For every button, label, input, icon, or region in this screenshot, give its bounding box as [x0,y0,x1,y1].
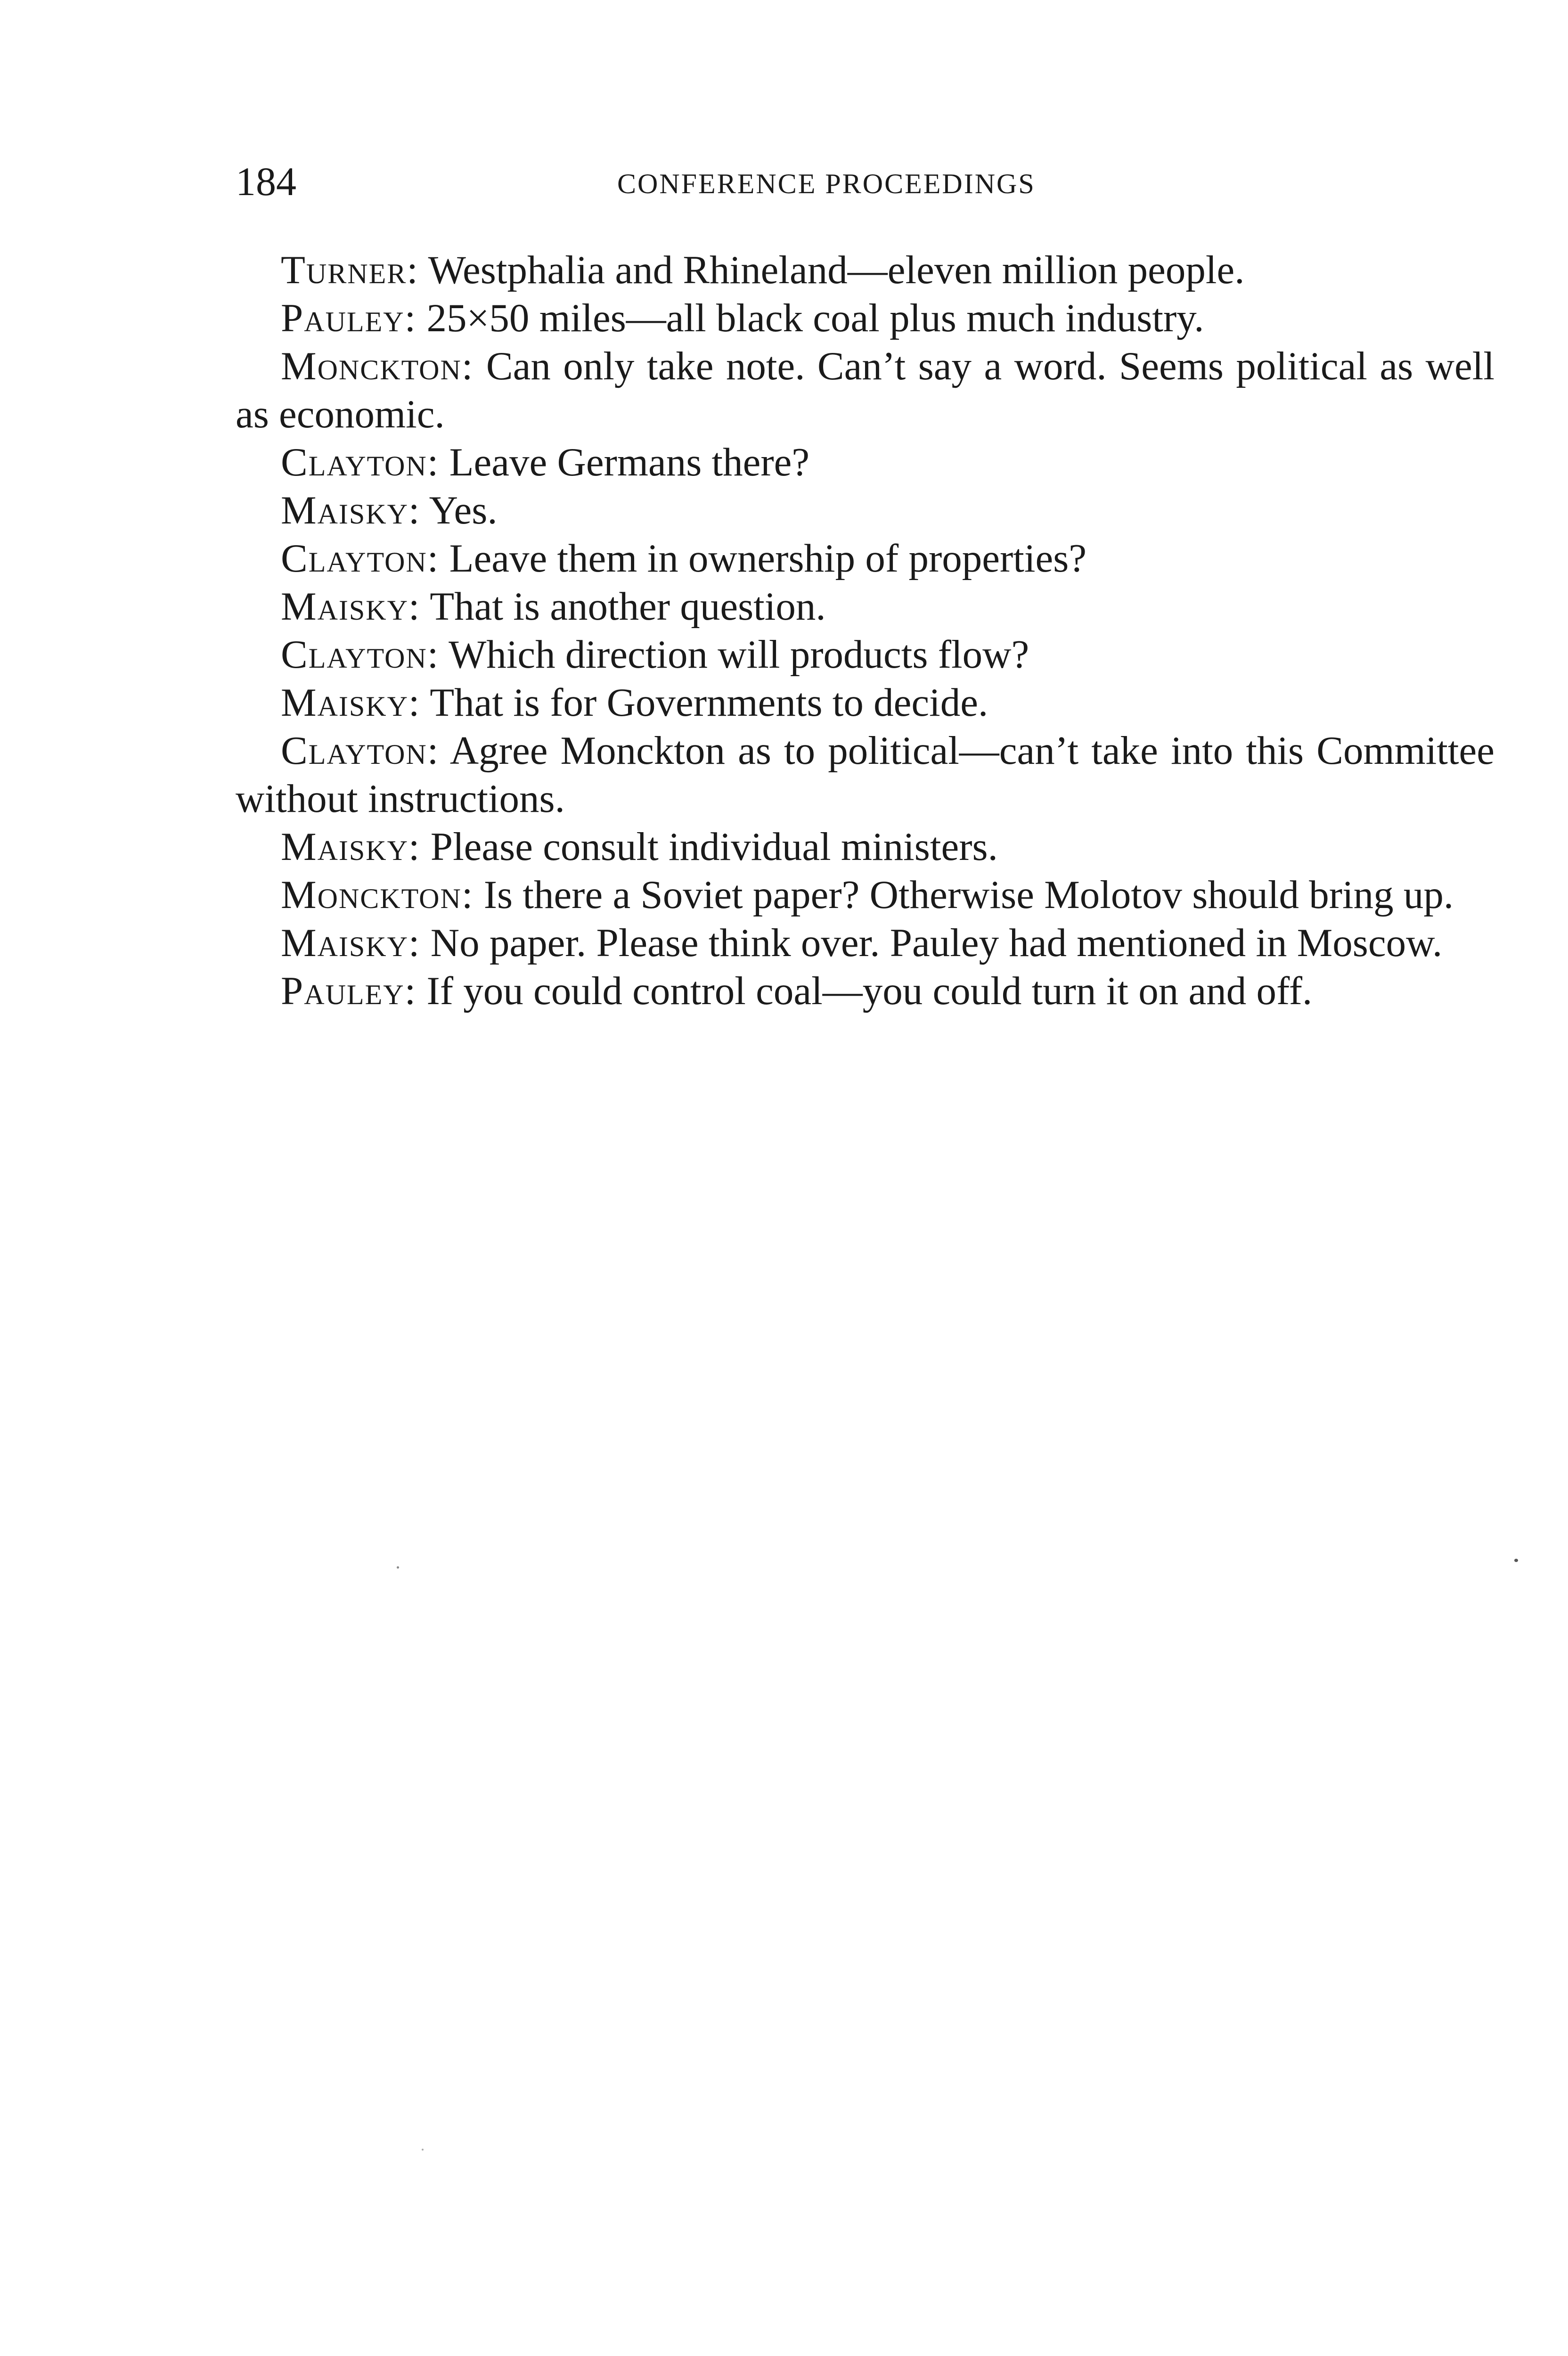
running-head [236,155,1494,212]
speech-text: Yes. [429,488,498,532]
speaker-name: Turner: [281,248,419,292]
dialogue-body [236,246,1494,1015]
dialogue-paragraph [236,582,1494,630]
speaker-name: Maisky: [281,488,421,532]
speaker-name: Pauley: [281,969,417,1013]
dialogue-paragraph [236,342,1494,438]
dialogue-paragraph [236,246,1494,294]
speech-text: Leave them in ownership of properties? [449,536,1087,581]
dialogue-paragraph [236,967,1494,1015]
dialogue-paragraph [236,727,1494,823]
dialogue-paragraph [236,679,1494,727]
scan-speck [397,1566,399,1569]
speech-text: Is there a Soviet paper? Otherwise Molotov should bring up. [483,873,1454,917]
speech-text: No paper. Please think over. Pauley had mentioned in Moscow. [430,921,1443,965]
dialogue-paragraph [236,919,1494,967]
dialogue-paragraph [236,630,1494,679]
speech-text: Leave Germans there? [449,440,810,484]
speaker-name: Maisky: [281,921,421,965]
scan-speck [1514,1559,1518,1562]
speech-text: Can only take note. Can’t say a word. Seems political as well as economic. [236,344,1495,436]
speaker-name: Monckton: [281,873,474,917]
running-title: CONFERENCE PROCEEDINGS [617,168,1036,199]
dialogue-paragraph [236,486,1494,534]
speech-text: Agree Monckton as to political—can’t take into this Committee without instructions. [236,728,1494,821]
speech-text: Which direction will products flow? [449,632,1029,677]
dialogue-paragraph [236,438,1494,486]
speaker-name: Clayton: [281,632,440,677]
dialogue-paragraph [236,294,1494,342]
speech-text: That is another question. [430,584,826,629]
speech-text: 25×50 miles—all black coal plus much industry. [426,296,1204,340]
scan-speck [422,2149,424,2151]
speech-text: If you could control coal—you could turn it on and off. [426,969,1313,1013]
speaker-name: Pauley: [281,296,417,340]
dialogue-paragraph [236,823,1494,871]
dialogue-paragraph [236,534,1494,582]
dialogue-paragraph [236,871,1494,919]
speech-text: Westphalia and Rhineland—eleven million people. [428,248,1245,292]
speaker-name: Maisky: [281,680,421,725]
speaker-name: Clayton: [281,536,440,581]
speaker-name: Maisky: [281,825,421,869]
speaker-name: Maisky: [281,584,421,629]
speech-text: That is for Governments to decide. [430,680,988,725]
page-number: 184 [236,159,296,204]
speaker-name: Clayton: [281,440,440,484]
speaker-name: Monckton: [281,344,474,388]
speech-text: Please consult individual ministers. [430,825,998,869]
speaker-name: Clayton: [281,728,440,773]
